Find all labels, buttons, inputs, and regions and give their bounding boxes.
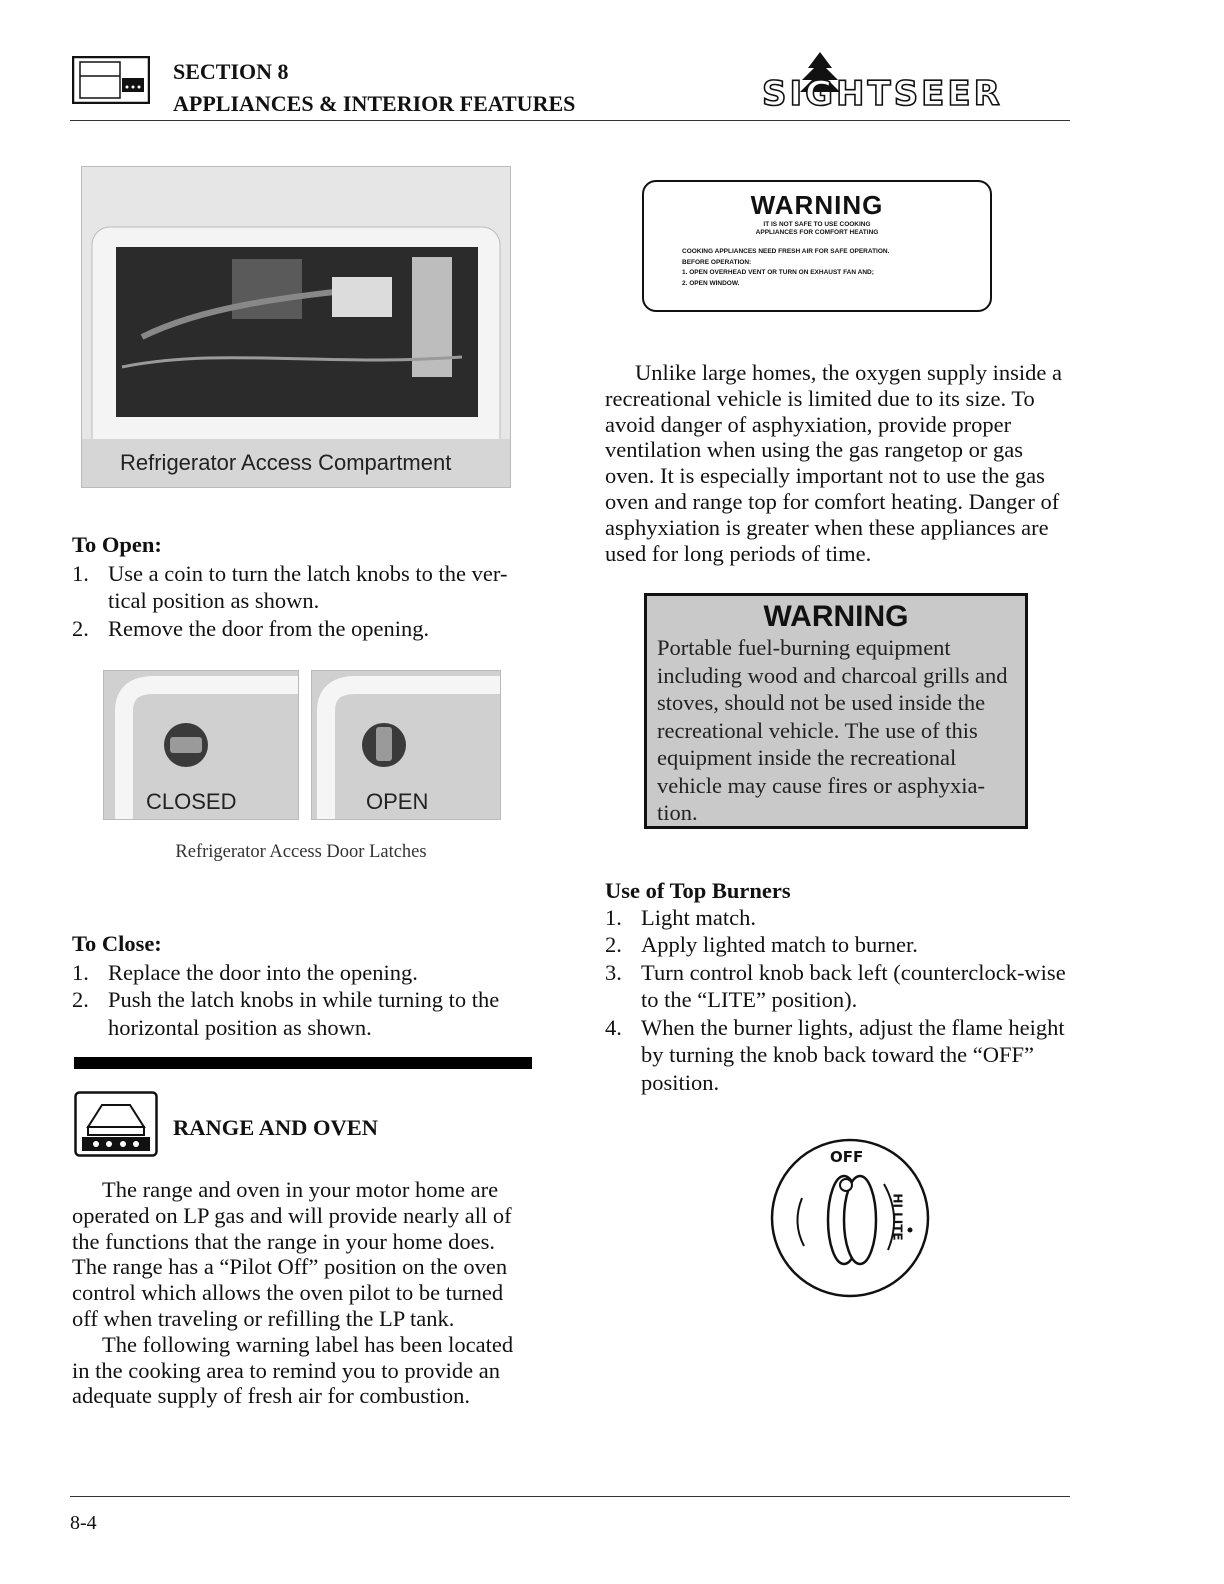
to-open-heading: To Open: [72,532,162,557]
burners-heading: Use of Top Burners [605,878,791,903]
knob-off-label: OFF [830,1148,864,1166]
section-header [173,56,575,120]
latch-open-photo [311,670,501,820]
range-text [72,1177,532,1409]
warning-label-sub1: IT IS NOT SAFE TO USE COOKING [763,221,871,228]
burner-knob-diagram [762,1138,940,1298]
to-open-steps [72,560,532,643]
oxygen-text [605,360,1067,566]
latch-closed-photo [103,670,299,820]
oxygen-para: Unlike large homes, the oxygen supply inside a recreational vehicle is limited due to its size. To avoid danger of asphyxiation, provide proper ventilation when using the gas rangetop or gas oven. It is especially important not to use the gas oven and range top for comfort heating. Danger of asphyxiation is greater when these appliances are used for long periods of time. [605,360,1063,566]
range-para-2: The following warning label has been located in the cooking area to remind you to provide an adequate supply of fresh air for combustion. [72,1331,514,1409]
section-icon [72,56,150,104]
warning-label-title: WARNING [750,190,884,220]
list-item: 3. Turn control knob back left (counterclock-wise to the “LITE” position). [605,959,1066,1013]
header-rule [70,120,1070,121]
warning-label-sub2: APPLIANCES FOR COMFORT HEATING [755,229,879,236]
list-item: 1. Replace the door into the opening. [72,959,418,985]
list-item: 4. When the burner lights, adjust the flame height by turning the knob back toward the “OFF” position. [605,1014,1065,1095]
warning-label-body: COOKING APPLIANCES NEED FRESH AIR FOR SAFE OPERATION. BEFORE OPERATION: 1. OPEN OVERHEAD VENT OR TURN ON EXHAUST FAN AND; 2. OPEN WINDOW. [682,248,890,287]
list-item: 2. Push the latch knobs in while turning to the horizontal position as shown. [72,987,500,1040]
fuel-warning-box [644,593,1028,829]
range-stove-icon [74,1091,158,1157]
section-subtitle: APPLIANCES & INTERIOR FEATURES [173,91,576,116]
refrigerator-compartment-photo [81,166,511,488]
list-item: 1. Use a coin to turn the latch knobs to the ver-tical position as shown. [72,560,508,614]
brand-logo [762,52,1072,114]
latch-open-label: OPEN [366,789,429,814]
cooking-warning-label [642,180,992,312]
latch-closed-label: CLOSED [146,789,237,814]
to-close-section [72,931,532,1041]
page-number: 8-4 [70,1512,97,1534]
list-item: 1. Light match. [605,904,756,930]
latch-caption: Refrigerator Access Door Latches [175,842,427,862]
brand-name: SIGHTSEER [762,74,1003,114]
range-para-1: The range and oven in your motor home are operated on LP gas and will provide nearly all of the functions that the range in your home does. The range has a “Pilot Off” position on the oven control which allows the oven pilot to be turned off when traveling or refilling the LP tank. [72,1177,512,1331]
to-close-steps [72,959,532,1042]
knob-lite-label: HI LITE [890,1193,905,1241]
section-number: SECTION 8 [173,59,289,84]
list-item: 2. Apply lighted match to burner. [605,932,918,958]
range-section-title: RANGE AND OVEN [173,1115,379,1140]
section-divider [74,1057,532,1069]
list-item: 2. Remove the door from the opening. [72,615,430,641]
burners-section [605,878,1067,1096]
to-open-section [72,532,532,642]
burner-steps [605,904,1067,1097]
photo-caption: Refrigerator Access Compartment [120,450,452,475]
fuel-warning-body: Portable fuel-burning equipment including wood and charcoal grills and stoves, should not be used inside the recreational vehicle. The use of this equipment inside the recreational vehicle may cause fires or asphyxia-tion. [657,635,1008,825]
fuel-warning-title: WARNING [763,600,909,633]
footer-rule [70,1496,1070,1497]
to-close-heading: To Close: [72,931,162,956]
